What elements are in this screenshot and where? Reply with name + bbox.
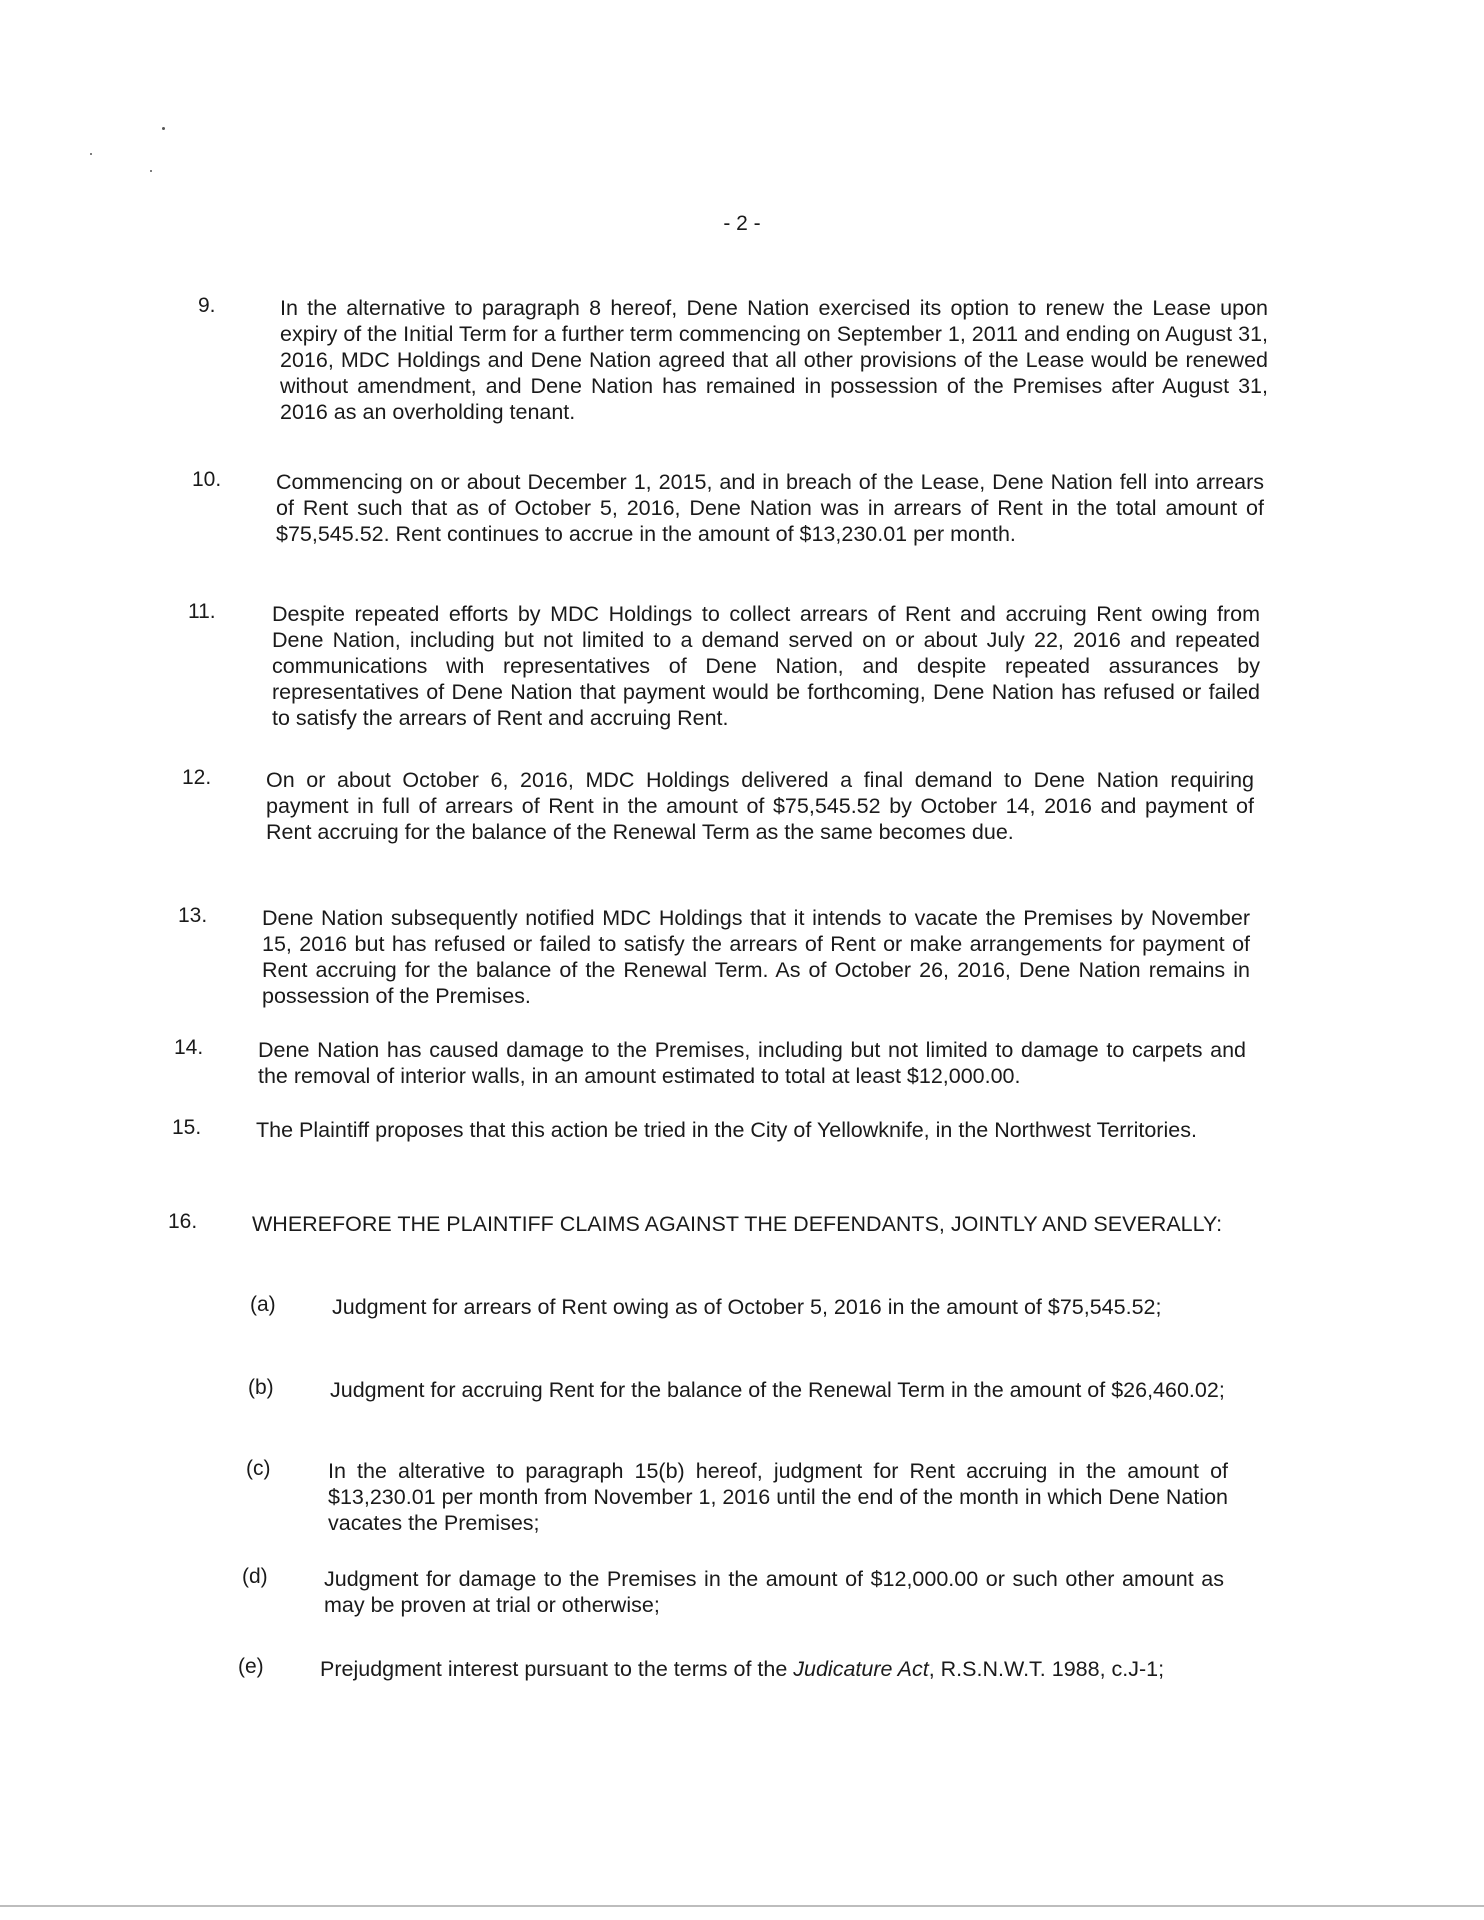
- page-number: - 2 -: [723, 212, 761, 235]
- subparagraph-letter: (e): [238, 1655, 264, 1678]
- subparagraph-text: Judgment for arrears of Rent owing as of October 5, 2016 in the amount of $75,545.52;: [332, 1295, 1162, 1319]
- subparagraph-text: Judgment for damage to the Premises in the amount of $12,000.00 or such other amount as may be proven at trial or otherwise;: [324, 1567, 1224, 1617]
- paragraph-text: Dene Nation has caused damage to the Premises, including but not limited to damage to carpets and the removal of interior walls, in an amount estimated to total at least $12,000.00.: [258, 1038, 1246, 1088]
- paragraph-text: Dene Nation subsequently notified MDC Holdings that it intends to vacate the Premises by November 15, 2016 but has refused or failed to satisfy the arrears of Rent or make arrangements for payment of Rent accruing for the balance of the Renewal Term. As of October 26, 2016, Dene Nation remains in possession of the Premises.: [262, 906, 1250, 1008]
- paragraph-number: 9.: [198, 294, 216, 317]
- paragraph-number: 12.: [182, 766, 212, 789]
- subparagraph-text-end: , R.S.N.W.T. 1988, c.J-1;: [928, 1657, 1165, 1681]
- paragraph-text: The Plaintiff proposes that this action be tried in the City of Yellowknife, in the Northwest Territories.: [256, 1118, 1197, 1142]
- paragraph-number: 16.: [168, 1210, 198, 1233]
- subparagraph-text: In the alterative to paragraph 15(b) hereof, judgment for Rent accruing in the amount of $13,230.01 per month from November 1, 2016 until the end of the month in which Dene Nation vacates the Premises;: [328, 1459, 1228, 1535]
- scan-speck: [150, 170, 152, 172]
- paragraph-number: 10.: [192, 468, 222, 491]
- scan-speck: [90, 153, 92, 155]
- paragraph-text: Commencing on or about December 1, 2015, and in breach of the Lease, Dene Nation fell into arrears of Rent such that as of October 5, 2016, Dene Nation was in arrears of Rent in the total amount of $75,545.52. Rent continues to accrue in the amount of $13,230.01 per month.: [276, 470, 1264, 546]
- scan-bottom-edge: [0, 1905, 1484, 1907]
- paragraph-text: Despite repeated efforts by MDC Holdings to collect arrears of Rent and accruing Rent owing from Dene Nation, including but not limited to a demand served on or about July 22, 2016 and repeated communications with representatives of Dene Nation, and despite repeated assurances by representatives of Dene Nation that payment would be forthcoming, Dene Nation has refused or failed to satisfy the arrears of Rent and accruing Rent.: [272, 602, 1260, 730]
- subparagraph-letter: (d): [242, 1565, 268, 1588]
- subparagraph-text: [320, 1656, 1220, 1682]
- paragraph-number: 13.: [178, 904, 208, 927]
- subparagraph-letter: (c): [246, 1457, 271, 1480]
- paragraph-text: In the alternative to paragraph 8 hereof, Dene Nation exercised its option to renew the Lease upon expiry of the Initial Term for a further term commencing on September 1, 2011 and ending on August 31, 2016, MDC Holdings and Dene Nation agreed that all other provisions of the Lease would be renewed without amendment, and Dene Nation has remained in possession of the Premises after August 31, 2016 as an overholding tenant.: [280, 296, 1268, 424]
- statute-title: Judicature Act: [793, 1657, 929, 1681]
- subparagraph-letter: (a): [250, 1293, 276, 1316]
- paragraph-number: 15.: [172, 1116, 202, 1139]
- scan-speck: [162, 127, 165, 130]
- paragraph-text: On or about October 6, 2016, MDC Holdings delivered a final demand to Dene Nation requiring payment in full of arrears of Rent in the amount of $75,545.52 by October 14, 2016 and payment of Rent accruing for the balance of the Renewal Term as the same becomes due.: [266, 768, 1254, 844]
- paragraph-number: 14.: [174, 1036, 204, 1059]
- subparagraph-text-start: Prejudgment interest pursuant to the terms of the: [320, 1657, 794, 1681]
- subparagraph-letter: (b): [248, 1376, 274, 1399]
- subparagraph-text: Judgment for accruing Rent for the balance of the Renewal Term in the amount of $26,460.02;: [330, 1378, 1225, 1402]
- paragraph-number: 11.: [188, 600, 216, 623]
- paragraph-text: WHEREFORE THE PLAINTIFF CLAIMS AGAINST THE DEFENDANTS, JOINTLY AND SEVERALLY:: [252, 1212, 1223, 1236]
